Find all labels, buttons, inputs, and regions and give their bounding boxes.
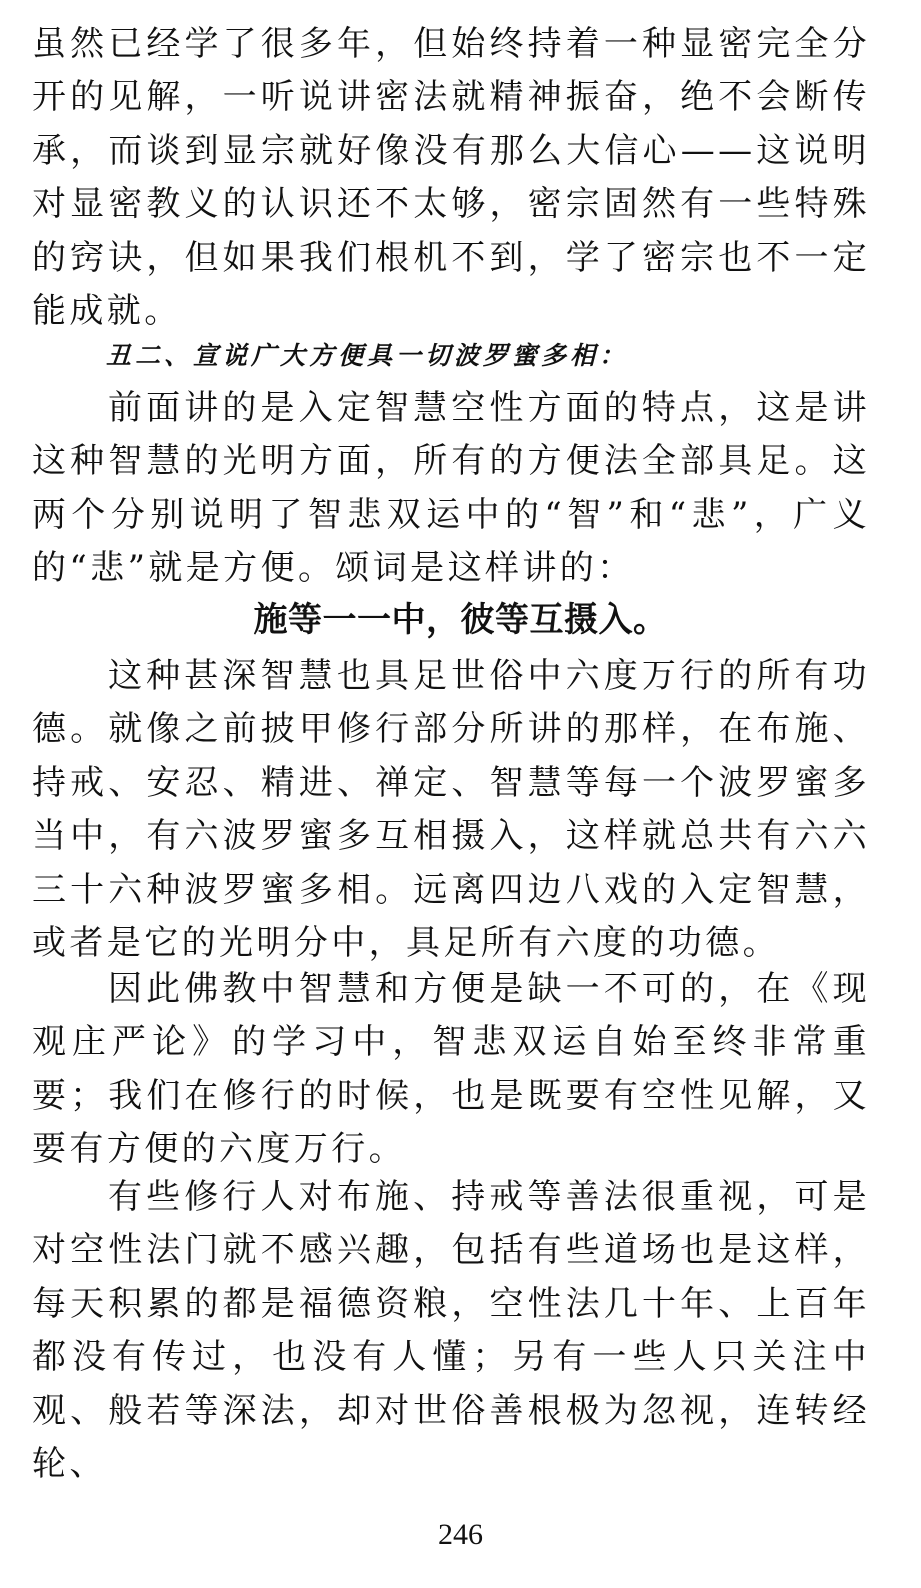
page-number: 246: [438, 1518, 483, 1551]
paragraph-practitioners: 有些修行人对布施、持戒等善法很重视，可是对空性法门就不感兴趣，包括有些道场也是这样，每天积累的都是福德资粮，空性法几十年、上百年都没有传过，也没有人懂；另有一些人只关注中观、般若等深法，却对世俗善根极为忽视，连转经轮、: [32, 1177, 870, 1485]
paragraph-wisdom-method: 因此佛教中智慧和方便是缺一不可的，在《现观庄严论》的学习中，智悲双运自始至终非常重要；我们在修行的时候，也是既要有空性见解，又要有方便的六度万行。: [32, 969, 870, 1170]
section-heading: 丑二、宣说广大方便具一切波罗蜜多相：: [106, 341, 629, 370]
paragraph-continued: 虽然已经学了很多年，但始终持着一种显密完全分开的见解，一听说讲密法就精神振奋，绝不会断传承，而谈到显宗就好像没有那么大信心——这说明对显密教义的认识还不太够，密宗固然有一些特殊的窍诀，但如果我们根机不到，学了密宗也不一定能成就。: [32, 24, 870, 332]
paragraph-explanation: 这种甚深智慧也具足世俗中六度万行的所有功德。就像之前披甲修行部分所讲的那样，在布施、持戒、安忍、精进、禅定、智慧等每一个波罗蜜多当中，有六波罗蜜多互相摄入，这样就总共有六六三十六种波罗蜜多相。远离四边八戏的入定智慧，或者是它的光明分中，具足所有六度的功德。: [32, 656, 870, 964]
verse-line: 施等一一中，彼等互摄入。: [253, 600, 668, 640]
paragraph-intro: 前面讲的是入定智慧空性方面的特点，这是讲这种智慧的光明方面，所有的方便法全部具足。这两个分别说明了智悲双运中的“智”和“悲”，广义的“悲”就是方便。颂词是这样讲的：: [32, 388, 870, 589]
